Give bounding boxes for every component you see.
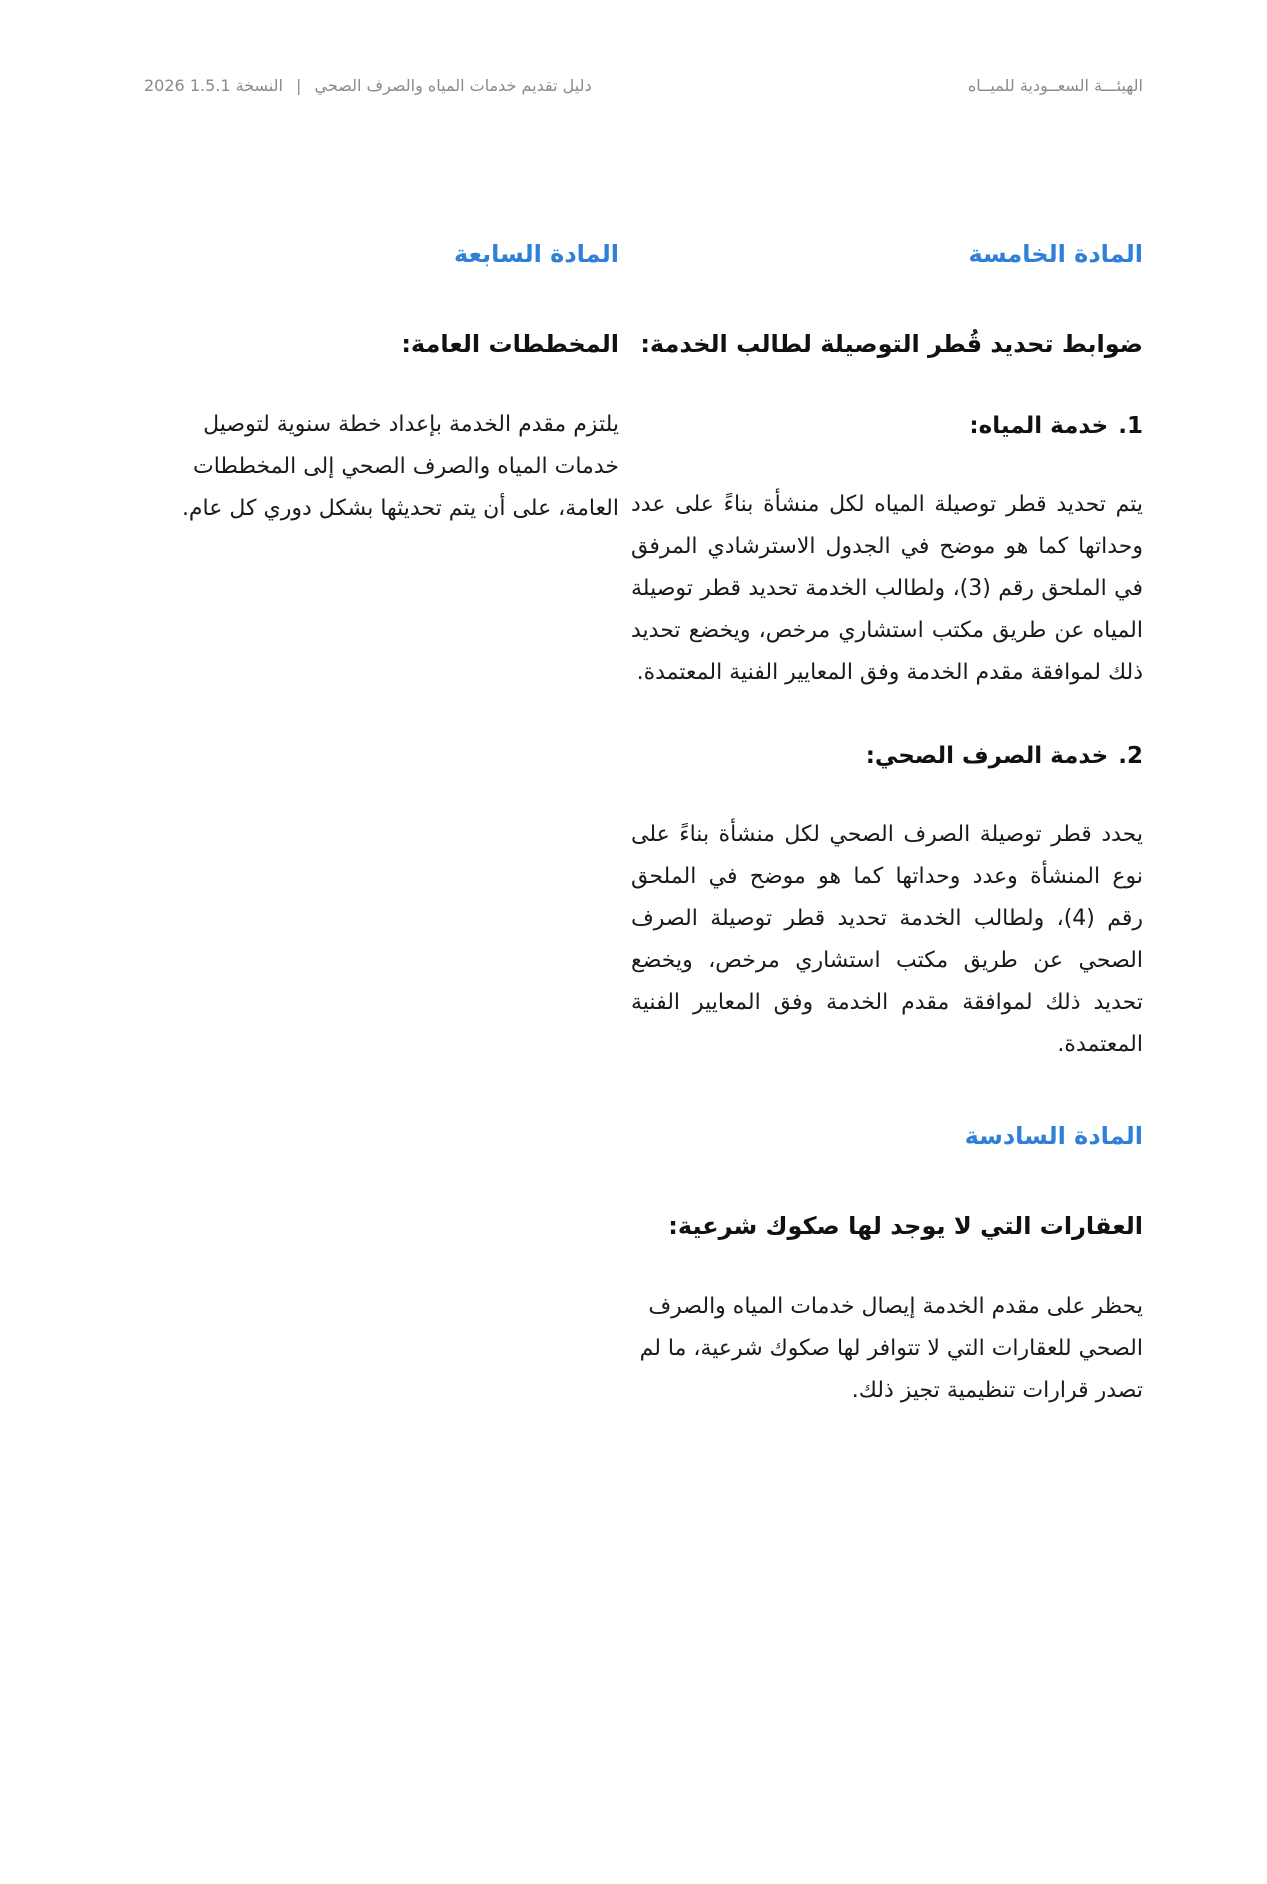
- article-5-title: المادة الخامسة: [968, 240, 1143, 268]
- page-header: [144, 76, 1143, 106]
- header-version: النسخة 1.5.1 2026: [144, 76, 283, 95]
- article-spacer: [631, 1106, 1143, 1114]
- header-doc-title: دليل تقديم خدمات المياه والصرف الصحي: [314, 76, 592, 95]
- article-7-title: المادة السابعة: [454, 240, 619, 268]
- article-6: [631, 1114, 1143, 1412]
- article-5-item-1-number: 1.: [1118, 413, 1143, 439]
- header-doc-info: [144, 76, 592, 95]
- left-column: [151, 232, 619, 570]
- article-5-item-1-heading: [631, 404, 1143, 448]
- article-5-item-2-label: خدمة الصرف الصحي:: [865, 743, 1109, 769]
- article-7-text: يلتزم مقدم الخدمة بإعداد خطة سنوية لتوصيل خدمات المياه والصرف الصحي إلى المخططات العامة، على أن يتم تحديثها بشكل دوري كل عام.: [181, 412, 619, 521]
- article-7-subheading: المخططات العامة:: [401, 330, 619, 358]
- article-5-item-2-number: 2.: [1118, 743, 1143, 769]
- article-6-text: يحظر على مقدم الخدمة إيصال خدمات المياه والصرف الصحي للعقارات التي لا تتوافر لها صكوك شرعية، ما لم تصدر قرارات تنظيمية تجيز ذلك.: [639, 1294, 1143, 1403]
- article-5-item-2-text: يحدد قطر توصيلة الصرف الصحي لكل منشأة بناءً على نوع المنشأة وعدد وحداتها كما هو موضح في الملحق رقم (4)، ولطالب الخدمة تحديد قطر توصيلة الصرف الصحي عن طريق مكتب استشاري مرخص، ويخضع تحديد ذلك لموافقة مقدم الخدمة وفق المعايير الفنية المعتمدة.: [631, 822, 1143, 1057]
- right-column: [631, 232, 1143, 1452]
- article-5-item-1-label: خدمة المياه:: [969, 413, 1109, 439]
- article-6-title: المادة السادسة: [964, 1122, 1143, 1150]
- article-6-subheading: العقارات التي لا يوجد لها صكوك شرعية:: [668, 1212, 1143, 1240]
- article-5-subheading: ضوابط تحديد قُطر التوصيلة لطالب الخدمة:: [640, 330, 1143, 358]
- header-separator: |: [296, 76, 302, 95]
- article-5: [631, 232, 1143, 1066]
- article-5-item-2-heading: [631, 734, 1143, 778]
- header-org-name: الهيئـــة السعــودية للميــاه: [967, 76, 1143, 95]
- article-7: [151, 232, 619, 530]
- article-5-item-1-text: يتم تحديد قطر توصيلة المياه لكل منشأة بناءً على عدد وحداتها كما هو موضح في الجدول الاسترشادي المرفق في الملحق رقم (3)، ولطالب الخدمة تحديد قطر توصيلة المياه عن طريق مكتب استشاري مرخص، ويخضع تحديد ذلك لموافقة مقدم الخدمة وفق المعايير الفنية المعتمدة.: [631, 492, 1143, 685]
